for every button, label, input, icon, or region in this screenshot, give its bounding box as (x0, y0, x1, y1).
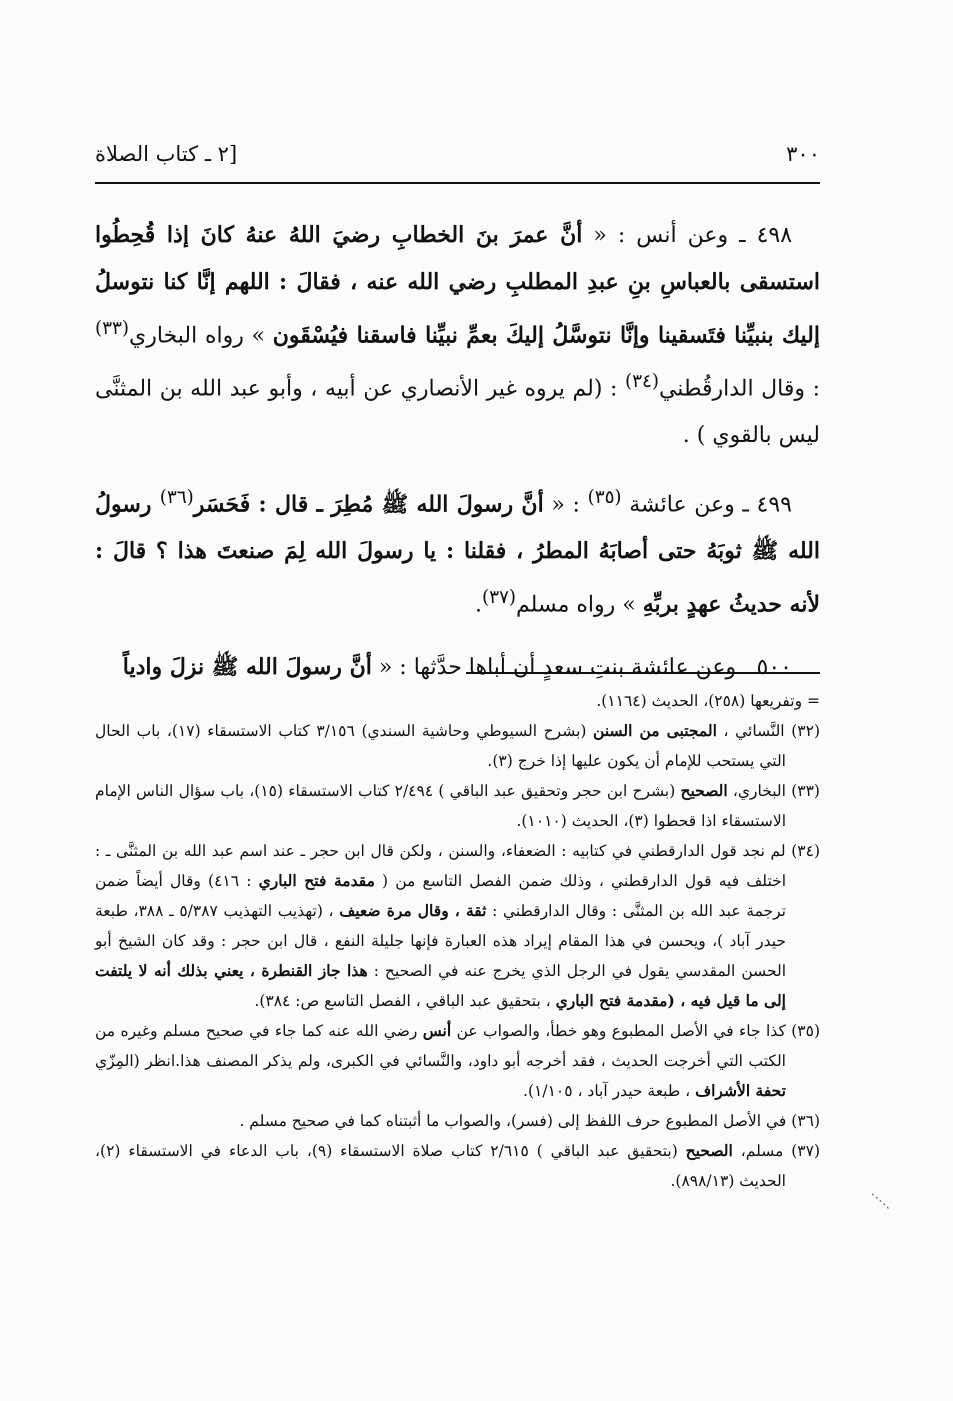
page-header (95, 142, 820, 176)
footnote-continuation: = وتفريعها (٢٥٨)، الحديث (١١٦٤). (596, 692, 820, 710)
hadith-498-text: أنَّ عمرَ بنَ الخطابِ رضيَ اللهُ عنهُ كانَ إذا قُحِطُوا استسقى بالعباسِ بنِ عبدِ المطلبِ رضي الله عنه ، فقالَ : اللهم إنَّا كنا نتوسلُ إليك بنبيِّنا فتَسقينا وإنَّا نتوسَّلُ إليكَ بعمِّ نبيِّنا فاسقنا فيُسْقَون (95, 222, 821, 349)
footnote-36: (٣٦) في الأصل المطبوع حرف اللفظ إلى (فسر)، والصواب ما أثبتناه كما في صحيح مسلم . (239, 1112, 820, 1130)
footnote-ref-35[interactable]: (٣٥) (587, 486, 622, 508)
footnote-37: (٣٧) مسلم، الصحيح (بتحقيق عبد الباقي ) ٢/٦١٥ كتاب صلاة الاستسقاء (٩)، باب الدعاء في الاستسقاء (٢)، الحديث (٨٩٨/١٣). (95, 1141, 820, 1190)
footnote-divider (466, 672, 820, 674)
hadith-499-text-b: رسولُ الله ﷺ ثوبَهُ حتى أصابَهُ المطرُ ، فقلنا : يا رسولَ الله لِمَ صنعتَ هذا ؟ قالَ : لأنه حديثُ عهدٍ بربِّهِ (95, 490, 820, 618)
hadith-498: ٤٩٨ ـ وعن أنس : « أنَّ عمرَ بنَ الخطابِ رضيَ اللهُ عنهُ كانَ إذا قُحِطُوا استسقى بالعباسِ بنِ عبدِ المطلبِ رضي الله عنه ، فقالَ : اللهم إنَّا كنا نتوسلُ إليك بنبيِّنا فتَسقينا وإنَّا نتوسَّلُ إليكَ بعمِّ نبيِّنا فاسقنا فيُسْقَون » رواه البخاري$^{(٣٣)}$ : وقال الدارقُطني$^{(٣٤)}$ : (لم يروه غير الأنصاري عن أبيه ، وأبو عبد الله بن المثنَّى ليس بالقوي ) . (95, 222, 821, 448)
footnote-ref-37[interactable]: (٣٧) (482, 586, 517, 608)
hadith-500-text: أنَّ رسولَ الله ﷺ نزلَ وادياً (122, 654, 372, 681)
header-divider (95, 182, 820, 184)
footnote-33: (٣٣) البخاري، الصحيح (بشرح ابن حجر وتحقيق عبد الباقي ) ٢/٤٩٤ كتاب الاستسقاء (١٥)، باب سؤال الناس الإمام الاستسقاء اذا قحطوا (٣)، الحديث (١٠١٠). (95, 781, 820, 830)
footnote-32: (٣٢) النَّسائي ، المجتبى من السنن (بشرح السيوطي وحاشية السندي) ٣/١٥٦ كتاب الاستسقاء (١٧)، باب الحال التي يستحب للإمام أن يكون عليها إذا خرج (٣). (95, 721, 820, 770)
hadith-500: ٥٠٠ ـ وعن عائشة بنتِ سعدٍ أن أباها حدَّثها : « أنَّ رسولَ الله ﷺ نزلَ وادياً (122, 654, 792, 681)
footnote-ref-33[interactable]: (٣٣) (95, 318, 130, 339)
footnote-34: (٣٤) لم نجد قول الدارقطني في كتابيه : الضعفاء، والسنن ، ولكن قال ابن حجر ـ عند اسم عبد الله بن المثنَّى ـ : اختلف فيه قول الدارقطني ، وذلك ضمن الفصل التاسع من ( مقدمة فتح الباري : ٤١٦) وقال أيضاً ضمن ترجمة عبد الله بن المثنَّى : وقال الدارقطني : ثقة ، وقال مرة ضعيف ، (تهذيب التهذيب ٥/٣٨٧ ـ ٣٨٨، طبعة حيدر آباد )، ويحسن في هذا المقام إيراد هذه العبارة فإنها جليلة النفع ، قال ابن حجر : وقد كان الشيخ أبو الحسن المقدسي يقول في الرجل الذي يخرج عنه في الصحيح : هذا جاز القنطرة ، يعني بذلك أنه لا يلتفت إلى ما قيل فيه ، (مقدمة فتح الباري ، بتحقيق عبد الباقي ، الفصل التاسع ص: ٣٨٤). (95, 842, 821, 1010)
scan-speck-icon (868, 1190, 908, 1218)
hadith-499: ٤٩٩ ـ وعن عائشة $^{(٣٥)}$ : « أنَّ رسولَ الله ﷺ مُطِرَ ـ قال : فَحَسَر$^{(٣٦)}$ رسولُ الله ﷺ ثوبَهُ حتى أصابَهُ المطرُ ، فقلنا : يا رسولَ الله لِمَ صنعتَ هذا ؟ قالَ : لأنه حديثُ عهدٍ بربِّهِ » رواه مسلم$^{(٣٧)}$. (95, 486, 820, 618)
footnote-ref-36[interactable]: (٣٦) (159, 486, 194, 508)
chapter-title: [٢ ـ كتاب الصلاة (95, 142, 238, 166)
footnotes (95, 686, 820, 1196)
footnote-ref-34[interactable]: (٣٤) (624, 371, 659, 393)
footnote-35: (٣٥) كذا جاء في الأصل المطبوع وهو خطأ، والصواب عن أنس رضي الله عنه كما جاء في صحيح مسلم وغيره من الكتب التي أخرجت الحديث ، فقد أخرجه أبو داود، والنَّسائي في الكبرى، ولم يذكر المصنف هذا.انظر (المِزّي تحفة الأشراف ، طبعة حيدر آباد ، ١/١٠٥). (95, 1021, 821, 1100)
page-number: ٣٠٠ (786, 142, 820, 166)
hadith-499-text-a: أنَّ رسولَ الله ﷺ مُطِرَ ـ قال : فَحَسَر (193, 490, 544, 517)
main-text (95, 212, 820, 707)
